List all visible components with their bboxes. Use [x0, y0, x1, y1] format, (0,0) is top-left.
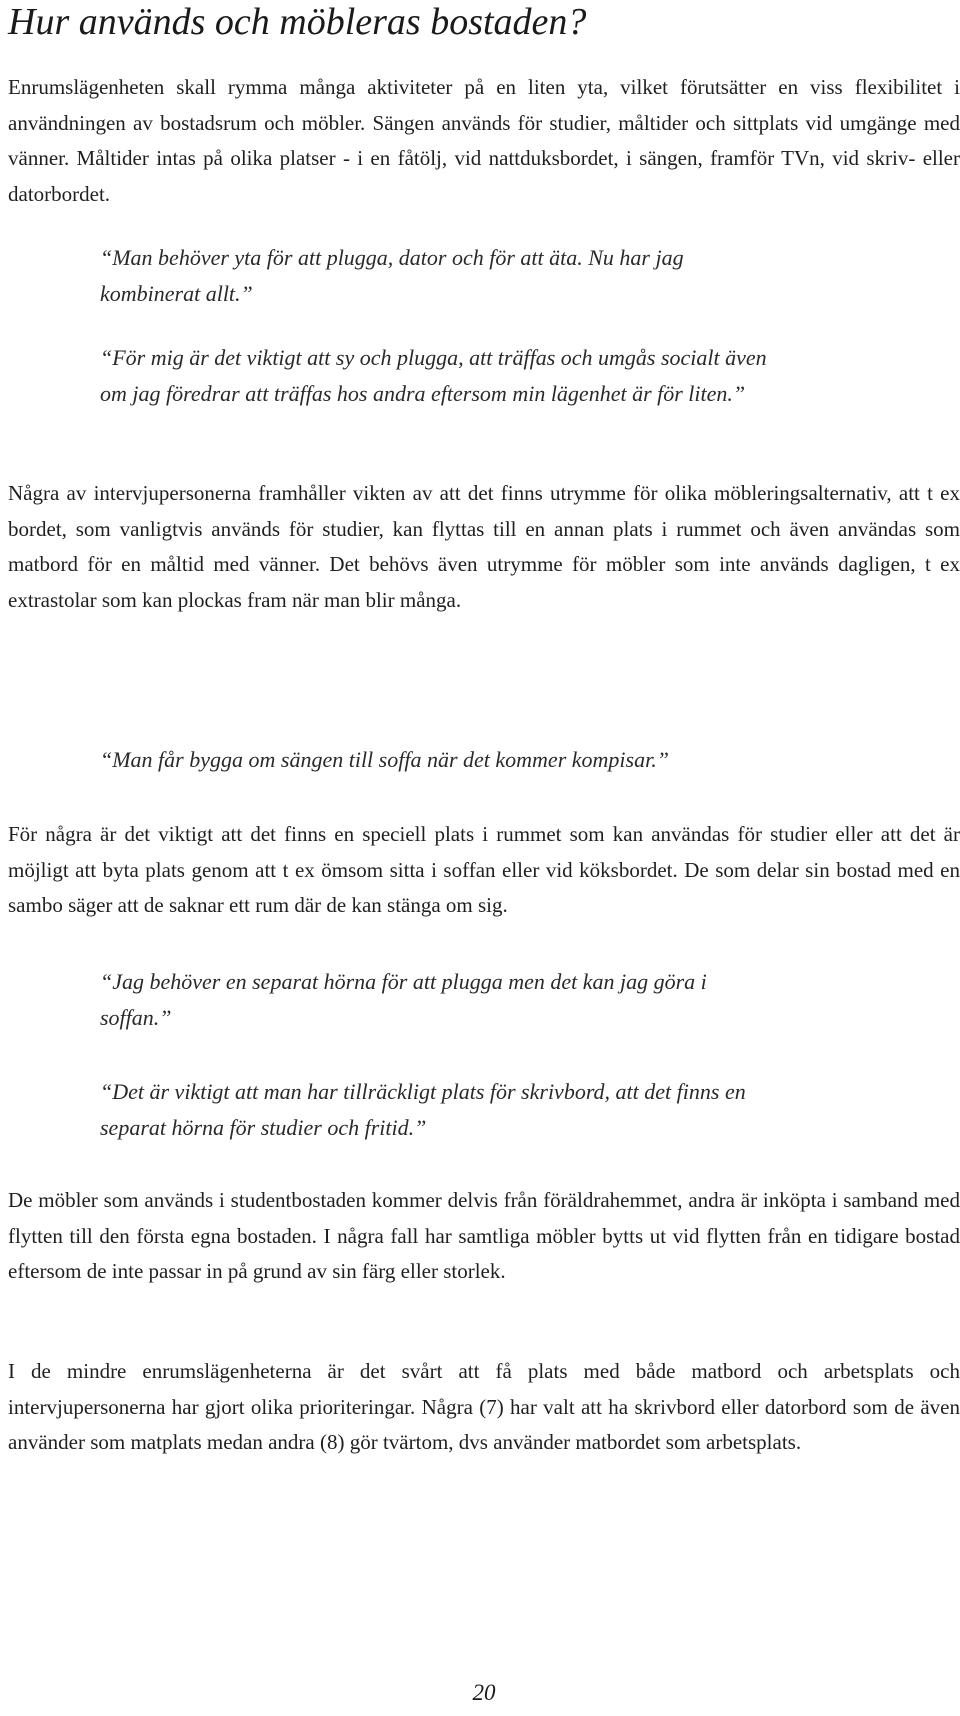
- paragraph-studieplats: För några är det viktigt att det finns en speciell plats i rummet som kan användas för studier eller att det är möjligt att byta plats genom att t ex ömsom sitta i soffan eller vid köksbordet. De som delar sin bostad med en sambo säger att de saknar ett rum där de kan stänga om sig.: [8, 822, 960, 917]
- quote-sy-plugga: “För mig är det viktigt att sy och plugga, att träffas och umgås socialt även om jag föredrar att träffas hos andra eftersom min lägenhet är för liten.”: [100, 345, 767, 406]
- paragraph-intro: Enrumslägenheten skall rymma många aktiviteter på en liten yta, vilket förutsätter en viss flexibilitet i användningen av bostadsrum och möbler. Sängen används för studier, måltider och sittplats vid umgänge med vänner. Måltider intas på olika platser - i en fåtölj, vid nattduksbordet, i sängen, framför TVn, vid skriv- eller datorbordet.: [8, 75, 960, 206]
- quote-separat-horna: “Jag behöver en separat hörna för att plugga men det kan jag göra i soffan.”: [100, 969, 707, 1030]
- paragraph-prioriteringar: I de mindre enrumslägenheterna är det svårt att få plats med både matbord och arbetsplats och intervjupersonerna har gjort olika prioriteringar. Några (7) har valt att ha skrivbord eller datorbord som de även använder som matplats medan andra (8) gör tvärtom, dvs använder matbordet som arbetsplats.: [8, 1359, 960, 1454]
- quote-skrivbord: “Det är viktigt att man har tillräckligt plats för skrivbord, att det finns en separat hörna för studier och fritid.”: [100, 1079, 746, 1140]
- page-number: 20: [472, 1680, 496, 1705]
- paragraph-moblering: Några av intervjupersonerna framhåller vikten av att det finns utrymme för olika möbleringsalternativ, att t ex bordet, som vanligtvis används för studier, kan flyttas till en annan plats i rummet och även användas som matbord för en måltid med vänner. Det behövs även utrymme för möbler som inte används dagligen, t ex extrastolar som kan plockas fram när man blir många.: [8, 481, 960, 612]
- quote-plugga-dator: “Man behöver yta för att plugga, dator och för att äta. Nu har jag kombinerat allt.”: [100, 245, 684, 306]
- paragraph-mobler: De möbler som används i studentbostaden kommer delvis från föräldrahemmet, andra är inköpta i samband med flytten till den första egna bostaden. I några fall har samtliga möbler bytts ut vid flytten från en tidigare bostad eftersom de inte passar in på grund av sin färg eller storlek.: [8, 1188, 960, 1283]
- quote-sang-soffa: “Man får bygga om sängen till soffa när det kommer kompisar.”: [100, 747, 669, 772]
- document-page: [8, 0, 960, 1716]
- page-title: Hur används och möbleras bostaden?: [8, 1, 587, 43]
